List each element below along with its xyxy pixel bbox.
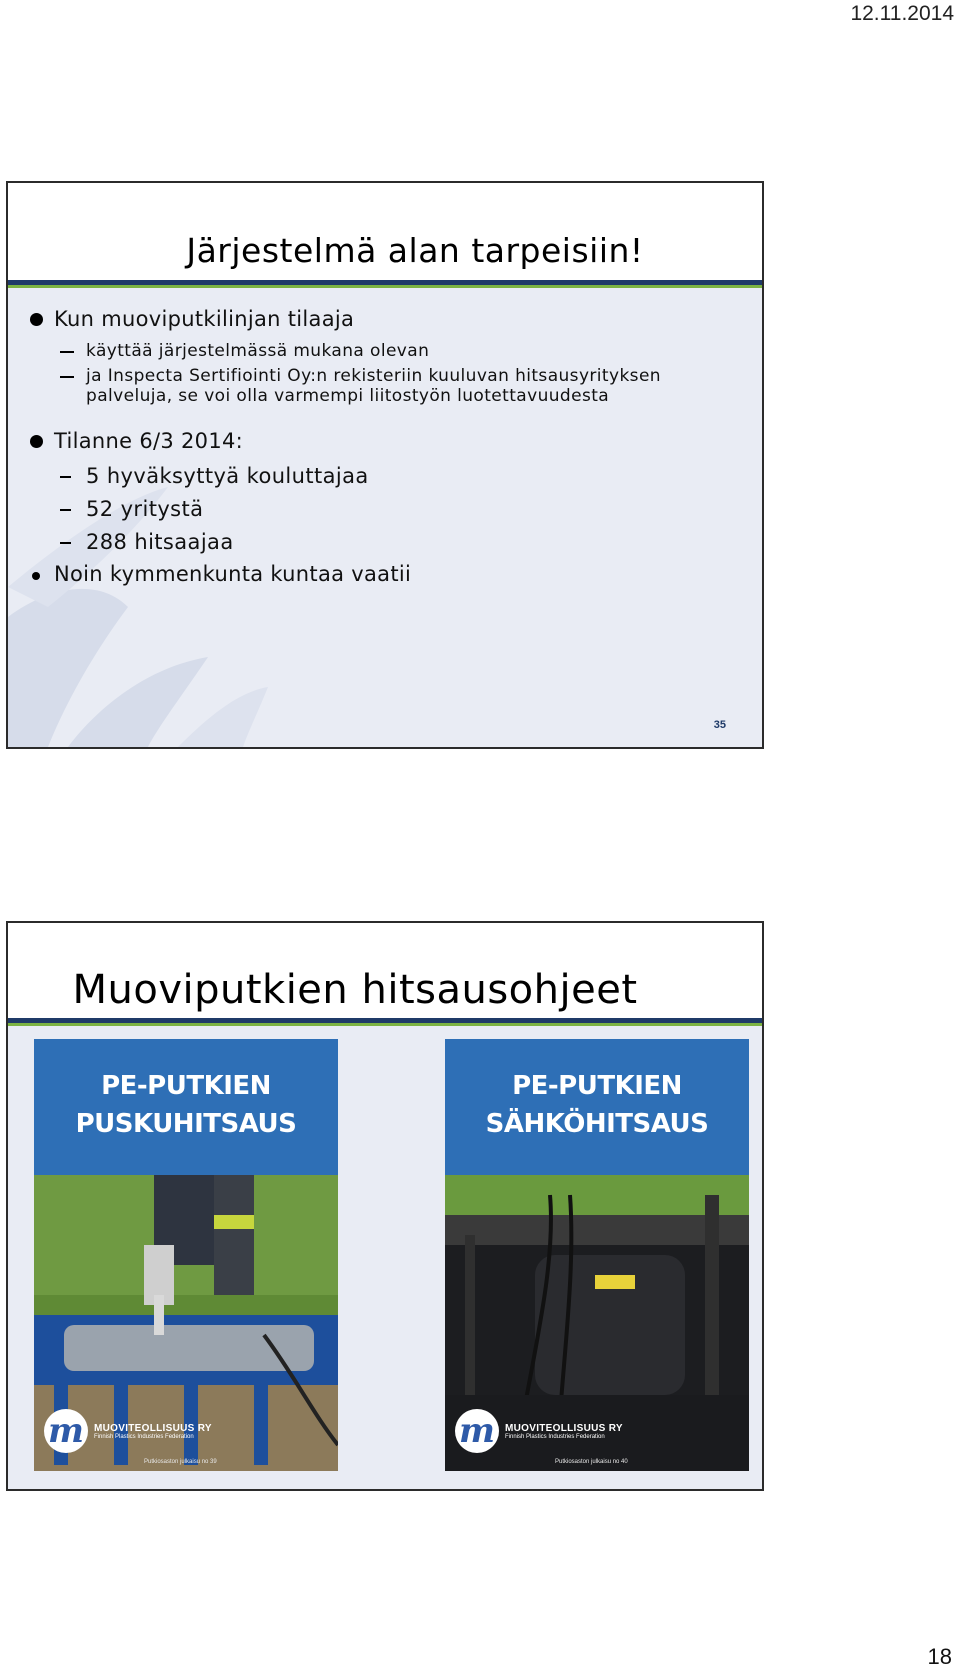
bullet-dot — [32, 572, 40, 580]
bullet-text: Kun muoviputkilinjan tilaaja — [54, 307, 355, 331]
spacer — [28, 406, 752, 424]
logo-text — [505, 1423, 623, 1440]
cover-puskuhitsaus — [34, 1039, 338, 1471]
sub-bullet-item — [28, 527, 752, 557]
slide-title: Muoviputkien hitsausohjeet — [72, 967, 638, 1013]
cover-title-line2: PUSKUHITSAUS — [75, 1109, 297, 1139]
sub-bullet-item — [28, 494, 752, 524]
logo-subtitle: Finnish Plastics Industries Federation — [94, 1433, 194, 1440]
sub-bullet-item — [28, 341, 752, 361]
bullet-dot — [30, 313, 43, 326]
cover-banner — [34, 1039, 338, 1175]
sub-bullet-text: 5 hyväksyttyä kouluttajaa — [86, 464, 369, 488]
slide-hitsausohjeet — [6, 921, 764, 1491]
logo-subtitle: Finnish Plastics Industries Federation — [505, 1433, 605, 1440]
slide-body — [8, 288, 762, 747]
cover-title-line1: PE-PUTKIEN — [512, 1071, 682, 1101]
cover-title-line2: SÄHKÖHITSAUS — [485, 1109, 709, 1139]
dash-marker — [60, 509, 71, 511]
logo-name: MUOVITEOLLISUUS RY — [505, 1422, 623, 1434]
page-date: 12.11.2014 — [850, 2, 954, 25]
slide-header — [8, 923, 762, 1018]
slide-header — [8, 183, 762, 278]
bullet-text: Noin kymmenkunta kuntaa vaatii — [54, 562, 412, 586]
slide-35 — [6, 181, 764, 749]
slide-number: 35 — [713, 719, 726, 731]
bullet-list — [28, 302, 752, 591]
sub-bullet-text: 288 hitsaajaa — [86, 530, 234, 554]
cover-sahkohitsaus — [445, 1039, 749, 1471]
slide-title: Järjestelmä alan tarpeisiin! — [186, 231, 644, 270]
page-number: 18 — [927, 1644, 952, 1669]
sub-bullet-text: käyttää järjestelmässä mukana olevan — [86, 341, 430, 361]
sub-bullet-text: 52 yritystä — [86, 497, 204, 521]
sub-bullet-item — [28, 366, 752, 406]
dash-marker — [60, 376, 74, 378]
dash-marker — [60, 476, 71, 478]
cover-logo — [44, 1409, 212, 1453]
cover-footnote: Putkiosaston julkaisu no 40 — [555, 1459, 628, 1465]
dash-marker — [60, 542, 71, 544]
cover-banner — [445, 1039, 749, 1175]
logo-text — [94, 1423, 212, 1440]
bullet-text: Tilanne 6/3 2014: — [54, 429, 244, 453]
muoviteollisuus-logo-icon: m — [44, 1409, 88, 1453]
dash-marker — [60, 351, 74, 353]
bullet-item — [28, 557, 752, 591]
sub-bullet-item — [28, 461, 752, 491]
sub-bullet-text: ja Inspecta Sertifiointi Oy:n rekisteriin kuuluvan hitsausyrityksen palveluja, se voi olla varmempi liitostyön luotettavuudesta — [86, 366, 661, 406]
logo-name: MUOVITEOLLISUUS RY — [94, 1422, 212, 1434]
bullet-dot — [30, 435, 43, 448]
cover-footnote: Putkiosaston julkaisu no 39 — [144, 1459, 217, 1465]
cover-title-line1: PE-PUTKIEN — [101, 1071, 271, 1101]
cover-logo — [455, 1409, 623, 1453]
bullet-item — [28, 302, 752, 336]
muoviteollisuus-logo-icon: m — [455, 1409, 499, 1453]
bullet-item — [28, 424, 752, 458]
